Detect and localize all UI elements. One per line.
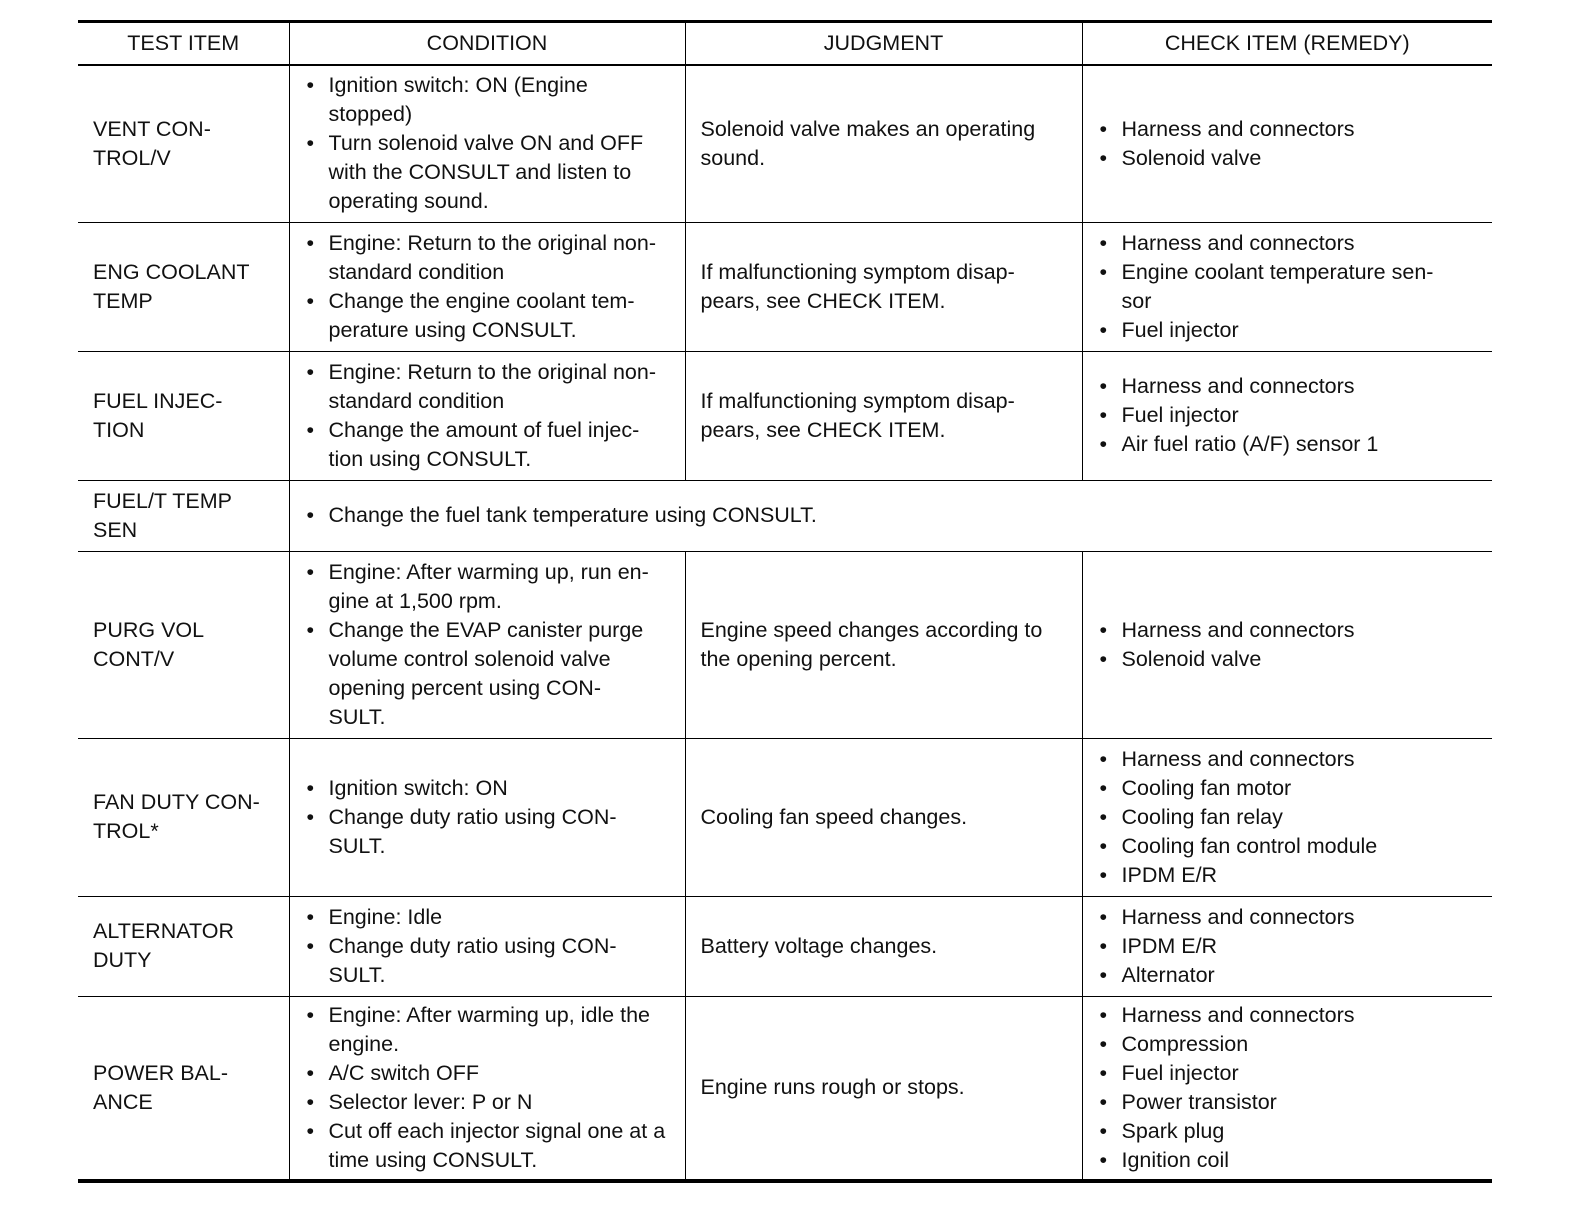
list-item: • Harness and connectors <box>1098 1001 1479 1030</box>
table-row <box>78 896 1492 996</box>
header-row <box>78 22 1492 66</box>
test-item-cell: ENG COOLANT TEMP <box>78 222 289 351</box>
condition-cell <box>289 65 685 222</box>
check-item-cell <box>1082 896 1492 996</box>
list-item: • Change the amount of fuel injec- tion using CONSULT. <box>305 416 671 474</box>
condition-list <box>305 558 671 732</box>
judgment-cell: If malfunctioning symptom disap- pears, see CHECK ITEM. <box>685 351 1082 480</box>
list-item: • Change the fuel tank temperature using CONSULT. <box>305 501 1479 530</box>
table-row <box>78 551 1492 738</box>
table-row <box>78 222 1492 351</box>
test-item-cell: FAN DUTY CON- TROL* <box>78 738 289 896</box>
list-item: • Selector lever: P or N <box>305 1088 671 1117</box>
list-item: • Air fuel ratio (A/F) sensor 1 <box>1098 430 1479 459</box>
condition-cell <box>289 222 685 351</box>
header-judgment: JUDGMENT <box>685 22 1082 66</box>
test-item-cell: VENT CON- TROL/V <box>78 65 289 222</box>
list-item: • Ignition switch: ON <box>305 774 671 803</box>
list-item: • Fuel injector <box>1098 316 1479 345</box>
list-item: • Spark plug <box>1098 1117 1479 1146</box>
judgment-cell: Battery voltage changes. <box>685 896 1082 996</box>
check-item-list <box>1098 115 1479 173</box>
header-condition: CONDITION <box>289 22 685 66</box>
list-item: • Ignition coil <box>1098 1146 1479 1175</box>
condition-list <box>305 774 671 861</box>
list-item: • Engine: After warming up, idle the engine. <box>305 1001 671 1059</box>
table-row <box>78 351 1492 480</box>
table-row <box>78 738 1492 896</box>
header-check-item: CHECK ITEM (REMEDY) <box>1082 22 1492 66</box>
table-row <box>78 65 1492 222</box>
list-item: • A/C switch OFF <box>305 1059 671 1088</box>
check-item-list <box>1098 616 1479 674</box>
condition-cell <box>289 996 685 1181</box>
condition-cell <box>289 738 685 896</box>
list-item: • Engine: Return to the original non-standard condition <box>305 229 671 287</box>
condition-list <box>305 71 671 216</box>
condition-list <box>305 358 671 474</box>
list-item: • Fuel injector <box>1098 1059 1479 1088</box>
condition-cell <box>289 480 1492 551</box>
list-item: • Change duty ratio using CON- SULT. <box>305 803 671 861</box>
judgment-cell: Cooling fan speed changes. <box>685 738 1082 896</box>
list-item: • Solenoid valve <box>1098 645 1479 674</box>
check-item-list <box>1098 903 1479 990</box>
judgment-cell: Engine speed changes according to the opening percent. <box>685 551 1082 738</box>
list-item: • Solenoid valve <box>1098 144 1479 173</box>
check-item-cell <box>1082 351 1492 480</box>
list-item: • Compression <box>1098 1030 1479 1059</box>
list-item: • Harness and connectors <box>1098 115 1479 144</box>
list-item: • Cooling fan control module <box>1098 832 1479 861</box>
list-item: • Change the engine coolant tem- perature using CONSULT. <box>305 287 671 345</box>
list-item: • Cooling fan motor <box>1098 774 1479 803</box>
check-item-cell <box>1082 222 1492 351</box>
check-item-list <box>1098 229 1479 345</box>
condition-cell <box>289 351 685 480</box>
condition-cell <box>289 896 685 996</box>
condition-list <box>305 1001 671 1175</box>
condition-list <box>305 903 671 990</box>
list-item: • Engine: After warming up, run en- gine at 1,500 rpm. <box>305 558 671 616</box>
test-item-cell: ALTERNATOR DUTY <box>78 896 289 996</box>
check-item-cell <box>1082 65 1492 222</box>
test-item-cell: PURG VOL CONT/V <box>78 551 289 738</box>
list-item: • IPDM E/R <box>1098 932 1479 961</box>
judgment-cell: If malfunctioning symptom disap- pears, see CHECK ITEM. <box>685 222 1082 351</box>
test-item-table <box>78 20 1492 1183</box>
list-item: • Change the EVAP canister purge volume control solenoid valve opening percent using CON- SULT. <box>305 616 671 732</box>
list-item: • Cut off each injector signal one at a time using CONSULT. <box>305 1117 671 1175</box>
check-item-list <box>1098 745 1479 890</box>
list-item: • Ignition switch: ON (Engine stopped) <box>305 71 671 129</box>
table-row <box>78 996 1492 1181</box>
header-test-item: TEST ITEM <box>78 22 289 66</box>
judgment-cell: Engine runs rough or stops. <box>685 996 1082 1181</box>
condition-list <box>305 501 1479 530</box>
list-item: • Fuel injector <box>1098 401 1479 430</box>
list-item: • Harness and connectors <box>1098 903 1479 932</box>
list-item: • Harness and connectors <box>1098 229 1479 258</box>
judgment-cell: Solenoid valve makes an operating sound. <box>685 65 1082 222</box>
list-item: • Engine: Return to the original non-standard condition <box>305 358 671 416</box>
test-item-cell: FUEL INJEC- TION <box>78 351 289 480</box>
list-item: • Power transistor <box>1098 1088 1479 1117</box>
condition-cell <box>289 551 685 738</box>
list-item: • Change duty ratio using CON- SULT. <box>305 932 671 990</box>
list-item: • Harness and connectors <box>1098 372 1479 401</box>
list-item: • Cooling fan relay <box>1098 803 1479 832</box>
list-item: • Alternator <box>1098 961 1479 990</box>
list-item: • Engine coolant temperature sen- sor <box>1098 258 1479 316</box>
list-item: • Turn solenoid valve ON and OFF with the CONSULT and listen to operating sound. <box>305 129 671 216</box>
check-item-cell <box>1082 551 1492 738</box>
list-item: • Engine: Idle <box>305 903 671 932</box>
list-item: • Harness and connectors <box>1098 745 1479 774</box>
list-item: • IPDM E/R <box>1098 861 1479 890</box>
table-row <box>78 480 1492 551</box>
test-item-cell: FUEL/T TEMP SEN <box>78 480 289 551</box>
table-body <box>78 65 1492 1181</box>
check-item-list <box>1098 372 1479 459</box>
check-item-list <box>1098 1001 1479 1175</box>
check-item-cell <box>1082 996 1492 1181</box>
list-item: • Harness and connectors <box>1098 616 1479 645</box>
condition-list <box>305 229 671 345</box>
test-item-cell: POWER BAL- ANCE <box>78 996 289 1181</box>
check-item-cell <box>1082 738 1492 896</box>
